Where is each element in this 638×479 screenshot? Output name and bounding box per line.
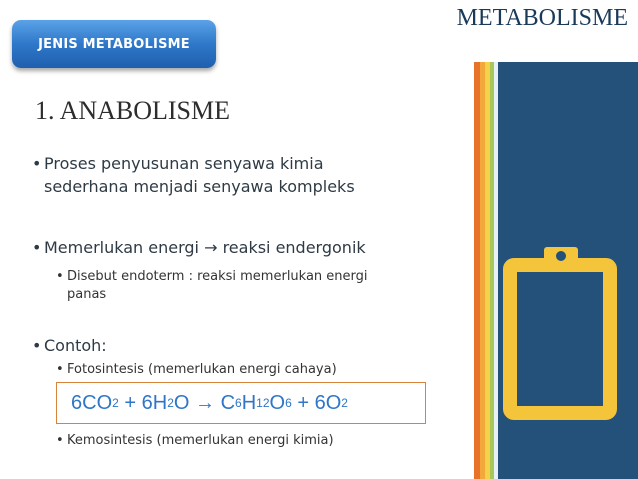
formula-term: 6H	[141, 391, 168, 414]
sub-bullet-3	[56, 432, 334, 450]
sub-bullet-2	[56, 361, 337, 379]
bullet-2-line1: Memerlukan energi → reaksi endergonik	[44, 238, 366, 257]
formula-subscript: 2	[167, 396, 174, 410]
bullet-1	[32, 152, 355, 198]
formula-subscript: 6	[235, 396, 242, 410]
clipboard-icon	[498, 62, 638, 479]
sub-bullet-1-line2: panas	[67, 287, 107, 302]
formula-term: 6CO	[71, 391, 113, 414]
photosynthesis-equation	[56, 382, 426, 424]
bullet-dot: •	[32, 154, 42, 173]
sub-bullet-1-line1: Disebut endoterm : reaksi memerlukan energi	[67, 269, 368, 284]
section-badge-label: JENIS METABOLISME	[38, 36, 190, 52]
formula-subscript: 6	[285, 396, 292, 410]
bullet-3	[32, 334, 107, 357]
sub-bullet-1	[56, 268, 368, 304]
formula-term: O	[269, 391, 286, 414]
sub-bullet-dot: •	[56, 269, 64, 284]
bullet-2	[32, 236, 366, 259]
formula-term: H	[241, 391, 257, 414]
section-badge	[12, 20, 216, 68]
sub-bullet-2-line1: Fotosintesis (memerlukan energi cahaya)	[67, 362, 337, 377]
formula-subscript: 2	[112, 396, 119, 410]
bullet-dot: •	[32, 238, 42, 257]
bullet-1-line1: Proses penyusunan senyawa kimia	[44, 154, 324, 173]
formula-term: O	[173, 391, 190, 414]
sub-bullet-dot: •	[56, 362, 64, 377]
deck-title: METABOLISME	[456, 5, 628, 31]
formula-arrow-icon: →	[195, 391, 216, 414]
decorative-stripes	[474, 62, 498, 479]
sub-bullet-dot: •	[56, 433, 64, 448]
bullet-1-line2: sederhana menjadi senyawa kompleks	[44, 177, 355, 196]
formula-plus: +	[297, 391, 310, 414]
formula-subscript: 12	[256, 396, 270, 410]
sub-bullet-3-line1: Kemosintesis (memerlukan energi kimia)	[67, 433, 334, 448]
formula-term: 6O	[314, 391, 342, 414]
formula-subscript: 2	[341, 396, 348, 410]
side-panel	[498, 62, 638, 479]
bullet-3-line1: Contoh:	[44, 336, 107, 355]
formula-plus: +	[124, 391, 137, 414]
slide-heading: 1. ANABOLISME	[35, 96, 231, 125]
bullet-dot: •	[32, 336, 42, 355]
formula-term: C	[220, 391, 236, 414]
